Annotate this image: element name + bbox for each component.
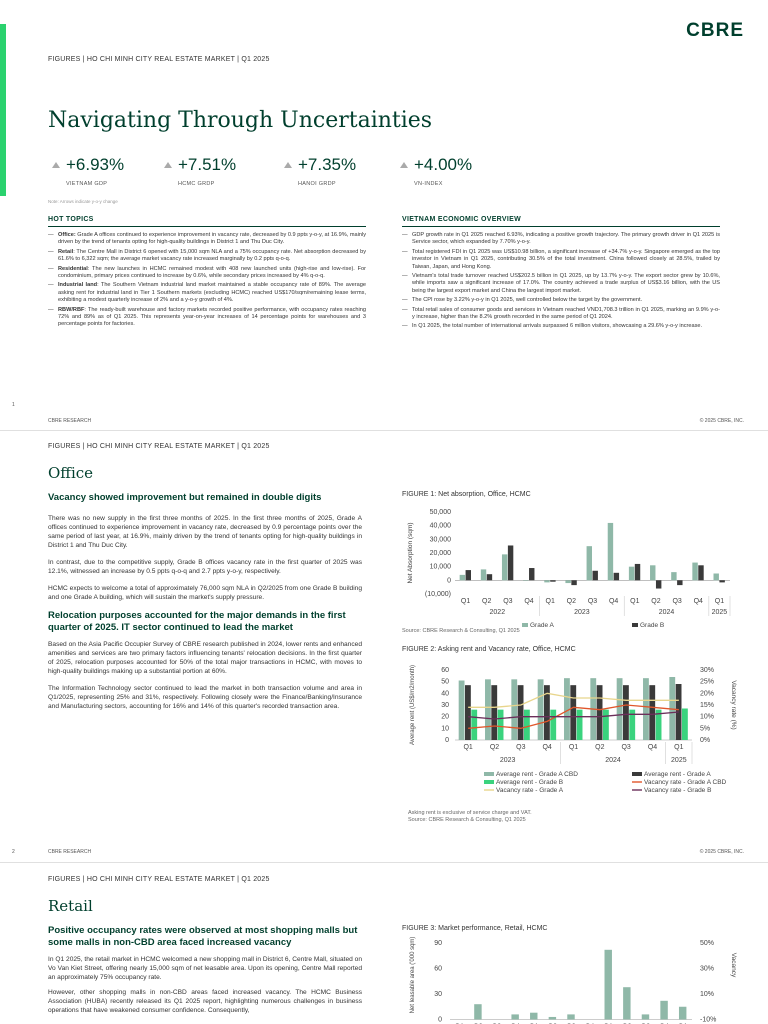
stat-hcmc-grdp bbox=[164, 155, 236, 187]
bar bbox=[530, 1013, 537, 1020]
list-item: — RBW/RBF: The ready-built warehouse and factory markets recorded positive performance, with occupancy rates reaching 72% and 89% as of Q1 2025. This represents year-on-year increases of 14 percentage points for warehouses and 3 percentage points for factories. bbox=[48, 307, 366, 329]
y2-tick-label: 30% bbox=[700, 667, 715, 674]
paragraph: However, other shopping malls in non-CBD areas faced increased vacancy. The HCMC Business Association (HUBA) recently released its Q1 2025 report, highlighting numerous challenges in business operations that have weakened consumer confidence. Consequently, bbox=[48, 989, 362, 1014]
figure3-chart bbox=[400, 935, 745, 1024]
footer-left: CBRE RESEARCH bbox=[48, 849, 92, 855]
bar bbox=[698, 565, 703, 580]
year-label: 2023 bbox=[499, 757, 516, 764]
bar bbox=[498, 710, 504, 740]
stat-value: +7.35% bbox=[298, 155, 357, 174]
y-tick-label: 50 bbox=[441, 678, 449, 686]
legend-label: Grade B bbox=[640, 622, 665, 629]
x-tick-label: Q4 bbox=[693, 598, 703, 605]
stat-vietnam-gdp bbox=[52, 155, 124, 187]
footer-right: © 2025 CBRE, INC. bbox=[699, 418, 744, 424]
stat-value: +7.51% bbox=[178, 155, 237, 174]
subheading: Vacancy showed improvement but remained in double digits bbox=[48, 492, 322, 503]
bar bbox=[466, 570, 471, 580]
bar bbox=[485, 679, 491, 740]
page1-kicker: FIGURES | HO CHI MINH CITY REAL ESTATE MARKET | Q1 2025 bbox=[48, 56, 270, 63]
list-item: — Vietnam's total trade turnover reached US$202.5 billion in Q1 2025, up by 13.7% y-o-y. The export sector grew by 10.6%, while imports saw a significant increase of 17.0%. The country achieved a trade surplus of US$3.16 billion, with the US being the largest export market and China the largest import market. bbox=[402, 273, 720, 295]
x-tick-label: Q1 bbox=[568, 744, 579, 751]
bar bbox=[597, 685, 603, 740]
stat-value: +6.93% bbox=[66, 155, 125, 174]
list-item: — Residential: The new launches in HCMC remained modest with 408 new launched units (high-rise and low-rise). For condominium, primary prices continued to increase by 0.6%, while secondary prices increased by 4% q-o-q. bbox=[48, 266, 366, 281]
figure2-source: Source: CBRE Research & Consulting, Q1 2025 bbox=[408, 817, 526, 823]
list-item: — Total registered FDI in Q1 2025 was US$10.98 billion, a significant increase of +34.7% y-o-y. Singapore emerged as the top investor in Vietnam in Q1 2025, contributing 30.5% of the total investment. China followed closely at 28.5%, trailed by Taiwan, Japan, and Hong Kong. bbox=[402, 249, 720, 271]
bar bbox=[471, 710, 477, 740]
bar bbox=[677, 580, 682, 585]
bar bbox=[511, 679, 517, 740]
bar bbox=[511, 1014, 518, 1019]
y-tick-label: 40,000 bbox=[429, 522, 451, 530]
bar bbox=[660, 1001, 667, 1020]
figure2-chart bbox=[400, 660, 745, 806]
bar bbox=[623, 685, 629, 740]
legend-label: Vacancy rate - Grade A CBD bbox=[644, 779, 727, 786]
y2-tick-label: -10% bbox=[700, 1016, 717, 1024]
section-title: Office bbox=[48, 464, 94, 482]
legend-swatch bbox=[632, 623, 638, 627]
figure3-title: FIGURE 3: Market performance, Retail, HCMC bbox=[402, 925, 548, 932]
bar bbox=[538, 679, 544, 740]
bar bbox=[481, 569, 486, 580]
list-item: — GDP growth rate in Q1 2025 reached 6.93%, indicating a positive growth trajectory. The primary growth driver in Q1 2025 is Service sector, which expanded by 7.70% y-o-y. bbox=[402, 232, 720, 247]
bar bbox=[465, 685, 471, 740]
bar bbox=[459, 681, 465, 741]
y-tick-label: 20,000 bbox=[429, 550, 451, 557]
stat-value: +4.00% bbox=[414, 155, 473, 174]
accent-bar bbox=[0, 24, 6, 196]
page-number: 1 bbox=[12, 402, 15, 408]
y-tick-label: 30 bbox=[441, 702, 449, 709]
bar bbox=[629, 567, 634, 581]
y-axis-label: Average rent (US$/m2/month) bbox=[410, 665, 416, 745]
divider bbox=[402, 226, 720, 227]
year-label: 2024 bbox=[605, 757, 621, 764]
stat-label: VIETNAM GDP bbox=[66, 181, 108, 187]
bar bbox=[679, 1007, 686, 1020]
stats-note: Note: Arrows indicate y-o-y change bbox=[48, 199, 118, 204]
legend-label: Vacancy rate - Grade A bbox=[496, 787, 564, 794]
x-tick-label: Q1 bbox=[630, 598, 640, 605]
bar bbox=[642, 1014, 649, 1019]
x-tick-label: Q3 bbox=[672, 598, 682, 605]
list-item: — The CPI rose by 3.22% y-o-y in Q1 2025, well controlled below the target by the government. bbox=[402, 297, 720, 304]
bar bbox=[603, 710, 609, 740]
stat-label: VN-INDEX bbox=[414, 181, 443, 187]
bar bbox=[571, 580, 576, 585]
y2-axis-label: Vacancy rate (%) bbox=[730, 680, 737, 730]
bar bbox=[650, 565, 655, 580]
y2-tick-label: 10% bbox=[700, 991, 715, 998]
subheading: Positive occupancy rates were observed at most shopping malls but some malls in non-CBD area faced increased vacancy bbox=[48, 925, 358, 948]
legend-label: Grade A bbox=[530, 622, 554, 629]
y-tick-label: 30 bbox=[434, 991, 442, 998]
figure1-chart bbox=[400, 502, 740, 630]
bar bbox=[550, 710, 556, 740]
bar bbox=[518, 685, 524, 740]
list-item: — Retail: The Centre Mall in District 6 opened with 15,000 sqm NLA and a 75% occupancy rate. Net absorption decreased by 61.6% to 6,322 sqm; the average market vacancy rate increased marginally by 0.2 ppts q-o-q. bbox=[48, 249, 366, 264]
hot-topics-header: HOT TOPICS bbox=[48, 216, 94, 223]
year-label: 2022 bbox=[489, 609, 506, 616]
x-tick-label: Q1 bbox=[463, 744, 473, 751]
footer-left: CBRE RESEARCH bbox=[48, 418, 92, 424]
bar bbox=[692, 563, 697, 581]
bar bbox=[474, 1004, 481, 1019]
legend-label: Average rent - Grade A bbox=[644, 771, 711, 778]
y-tick-label: 90 bbox=[434, 940, 442, 947]
x-tick-label: Q1 bbox=[545, 598, 555, 605]
x-tick-label: Q4 bbox=[542, 744, 552, 751]
bar bbox=[524, 710, 530, 740]
bar bbox=[643, 678, 649, 740]
year-label: 2025 bbox=[671, 757, 687, 764]
y-tick-label: 60 bbox=[441, 667, 449, 674]
bar bbox=[523, 580, 528, 581]
y2-tick-label: 25% bbox=[700, 678, 715, 686]
bar bbox=[502, 554, 507, 580]
bar bbox=[570, 685, 576, 740]
bar bbox=[577, 710, 583, 740]
legend-label: Average rent - Grade B bbox=[496, 779, 564, 786]
y2-tick-label: 30% bbox=[700, 965, 715, 973]
bar bbox=[549, 1017, 556, 1020]
bar bbox=[487, 574, 492, 580]
y-tick-label: 0 bbox=[447, 577, 451, 585]
figure2-note: Asking rent is exclusive of service charge and VAT. bbox=[408, 810, 532, 816]
y-tick-label: 0 bbox=[445, 737, 449, 744]
y-tick-label: 40 bbox=[441, 690, 449, 698]
bar bbox=[565, 580, 570, 583]
legend-swatch bbox=[522, 623, 528, 627]
up-arrow-icon bbox=[52, 162, 60, 168]
list-item: — In Q1 2025, the total number of international arrivals surpassed 6 million visitors, showcasing a 29.6% y-o-y increase. bbox=[402, 323, 720, 330]
figure1-source: Source: CBRE Research & Consulting, Q1 2025 bbox=[402, 628, 520, 634]
bar bbox=[593, 571, 598, 581]
x-tick-label: Q2 bbox=[489, 744, 500, 751]
stat-vn-index bbox=[400, 155, 472, 187]
page-divider bbox=[0, 862, 768, 863]
y2-tick-label: 50% bbox=[700, 940, 715, 947]
year-label: 2024 bbox=[658, 609, 675, 616]
footer-right: © 2025 CBRE, INC. bbox=[699, 849, 744, 855]
bar bbox=[491, 685, 497, 740]
cbre-logo: CBRE bbox=[686, 20, 744, 41]
y-tick-label: 10 bbox=[441, 725, 449, 733]
bar bbox=[587, 546, 592, 580]
legend-label: Vacancy rate - Grade B bbox=[644, 787, 712, 794]
x-tick-label: Q4 bbox=[608, 598, 619, 605]
legend-swatch bbox=[484, 772, 494, 776]
y2-tick-label: 5% bbox=[700, 725, 711, 733]
legend-label: Average rent - Grade A CBD bbox=[496, 771, 578, 778]
overview-header: VIETNAM ECONOMIC OVERVIEW bbox=[402, 216, 521, 223]
year-label: 2023 bbox=[574, 609, 590, 616]
stat-label: HANOI GRDP bbox=[298, 181, 336, 187]
bar bbox=[719, 580, 724, 582]
y2-axis-label: Vacancy bbox=[730, 952, 737, 978]
x-tick-label: Q3 bbox=[587, 598, 598, 605]
y2-tick-label: 15% bbox=[700, 702, 715, 709]
y-tick-label: 20 bbox=[441, 713, 449, 721]
figure2-title: FIGURE 2: Asking rent and Vacancy rate, Office, HCMC bbox=[402, 646, 576, 653]
y-tick-label: 60 bbox=[434, 965, 442, 973]
x-tick-label: Q3 bbox=[516, 744, 526, 751]
stat-hanoi-grdp bbox=[284, 155, 356, 187]
x-tick-label: Q3 bbox=[503, 598, 513, 605]
x-tick-label: Q3 bbox=[621, 744, 631, 751]
bar bbox=[635, 564, 640, 580]
up-arrow-icon bbox=[164, 162, 172, 168]
bar bbox=[529, 568, 534, 580]
bar bbox=[460, 575, 465, 580]
y-tick-label: 30,000 bbox=[429, 536, 451, 544]
retail-text bbox=[48, 955, 362, 1015]
legend-swatch bbox=[484, 780, 494, 784]
y-axis-label: Net Absorption (sqm) bbox=[407, 522, 414, 584]
list-item: — Total retail sales of consumer goods and services in Vietnam reached VND1,708.3 trillion in Q1 2025, marking an 9.9% y-o-y increase, higher than the 8.2% growth recorded in the same period of Q1 2024. bbox=[402, 307, 720, 322]
list-item: — Office: Grade A offices continued to experience improvement in vacancy rate, decreased by 0.9 ppts y-o-y, at 16.9%, mainly driven by the trend of tenants opting for high-quality buildings in District 1 and Thu Duc City. bbox=[48, 232, 366, 247]
list-item: — Industrial land: The Southern Vietnam industrial land market maintained a stable occupancy rate of 89%. The average asking rent for industrial land in Tier 1 Southern markets (excluding HCMC) reached US$170/sqm/remaining lease terms, exhibiting a modest quarterly increase of 2% and a y-o-y growth of 4%. bbox=[48, 282, 366, 304]
paragraph: The Information Technology sector continued to lead the market in both transaction volume and area in Q1/2025, representing 25% and 31%, respectively. Following closely were the Finance/Banking/Insurance and Manufacturing sectors, accounting for 16% and 14% of this quarter's recorded transaction area. bbox=[48, 685, 362, 710]
x-tick-label: Q1 bbox=[674, 744, 684, 751]
y2-tick-label: 10% bbox=[700, 713, 715, 721]
bar bbox=[649, 685, 655, 740]
page3-kicker: FIGURES | HO CHI MINH CITY REAL ESTATE MARKET | Q1 2025 bbox=[48, 876, 270, 883]
x-tick-label: Q2 bbox=[566, 598, 577, 605]
bar bbox=[671, 572, 676, 580]
bar bbox=[567, 1014, 574, 1019]
y-tick-label: 10,000 bbox=[429, 563, 451, 571]
bar bbox=[550, 580, 555, 581]
page-divider bbox=[0, 430, 768, 431]
economic-overview bbox=[402, 216, 720, 333]
up-arrow-icon bbox=[400, 162, 408, 168]
paragraph: In contrast, due to the competitive supply, Grade B offices vacancy rate in the first quarter of 2025 was 12.1%, witnessed an increase by 0.5 ppts q-o-q and 2.7 ppts y-o-y, respectively. bbox=[48, 559, 362, 575]
bar bbox=[682, 709, 688, 741]
page-number: 2 bbox=[12, 849, 15, 855]
y-tick-label: (10,000) bbox=[424, 591, 451, 598]
bar bbox=[605, 950, 612, 1020]
office-text bbox=[48, 514, 362, 711]
y-axis-label: Net leasable area ('000 sqm) bbox=[410, 936, 416, 1014]
legend-swatch bbox=[632, 772, 642, 776]
x-tick-label: Q1 bbox=[460, 598, 471, 605]
y-tick-label: 0 bbox=[438, 1016, 442, 1024]
bar bbox=[617, 678, 623, 740]
bar bbox=[714, 574, 719, 581]
year-label: 2025 bbox=[711, 609, 728, 616]
bar bbox=[656, 580, 661, 588]
x-tick-label: Q4 bbox=[647, 744, 658, 751]
hot-topics bbox=[48, 216, 366, 331]
figure1-title: FIGURE 1: Net absorption, Office, HCMC bbox=[402, 491, 531, 498]
x-tick-label: Q2 bbox=[595, 744, 605, 751]
x-tick-label: Q1 bbox=[714, 598, 725, 605]
bar bbox=[614, 573, 619, 581]
up-arrow-icon bbox=[284, 162, 292, 168]
y-tick-label: 50,000 bbox=[429, 509, 451, 516]
subheading: Relocation purposes accounted for the major demands in the first quarter of 2025. IT sector continued to lead the market bbox=[48, 610, 346, 633]
x-tick-label: Q2 bbox=[482, 598, 492, 605]
page2-kicker: FIGURES | HO CHI MINH CITY REAL ESTATE MARKET | Q1 2025 bbox=[48, 443, 270, 450]
y2-tick-label: 0% bbox=[700, 737, 711, 744]
bar bbox=[544, 580, 549, 582]
divider bbox=[48, 226, 366, 227]
bar bbox=[608, 523, 613, 580]
section-title: Retail bbox=[48, 897, 93, 915]
bar bbox=[508, 545, 513, 580]
bar bbox=[623, 987, 630, 1019]
page-title: Navigating Through Uncertainties bbox=[48, 108, 433, 133]
paragraph: There was no new supply in the first three months of 2025. In the first three months of 2025, Grade A offices continued to experience improvement in vacancy rate, decreased by 0.9 percentage points over the same period of last year, at 16.9%, mainly driven by the trend of tenants opting for high-quality buildings in District 1 and Thu Duc City. bbox=[48, 515, 362, 549]
paragraph: Based on the Asia Pacific Occupier Survey of CBRE research published in 2024, lower rents and enhanced amenities and services are two primary factors influencing tenants' relocation decisions. In the first quarter of 2025, relocation purposes accounted for 50% of the total major transactions in HCMC, with moves to high-quality buildings making up a substantial portion at 60%. bbox=[48, 641, 362, 675]
stat-label: HCMC GRDP bbox=[178, 181, 215, 187]
paragraph: HCMC expects to welcome a total of approximately 76,000 sqm NLA in Q2/2025 from one Grade B building and one Grade A building, which will sustain the market's supply pressure. bbox=[48, 585, 362, 601]
x-tick-label: Q2 bbox=[651, 598, 661, 605]
y2-tick-label: 20% bbox=[700, 690, 715, 698]
paragraph: In Q1 2025, the retail market in HCMC welcomed a new shopping mall in District 6, Centre Mall, situated on Vo Van Kiet Street, offering nearly 15,000 sqm of net leasable area. Upon its opening, Centre Mall reported an approximately 75% occupancy rate. bbox=[48, 956, 362, 981]
x-tick-label: Q4 bbox=[524, 598, 534, 605]
